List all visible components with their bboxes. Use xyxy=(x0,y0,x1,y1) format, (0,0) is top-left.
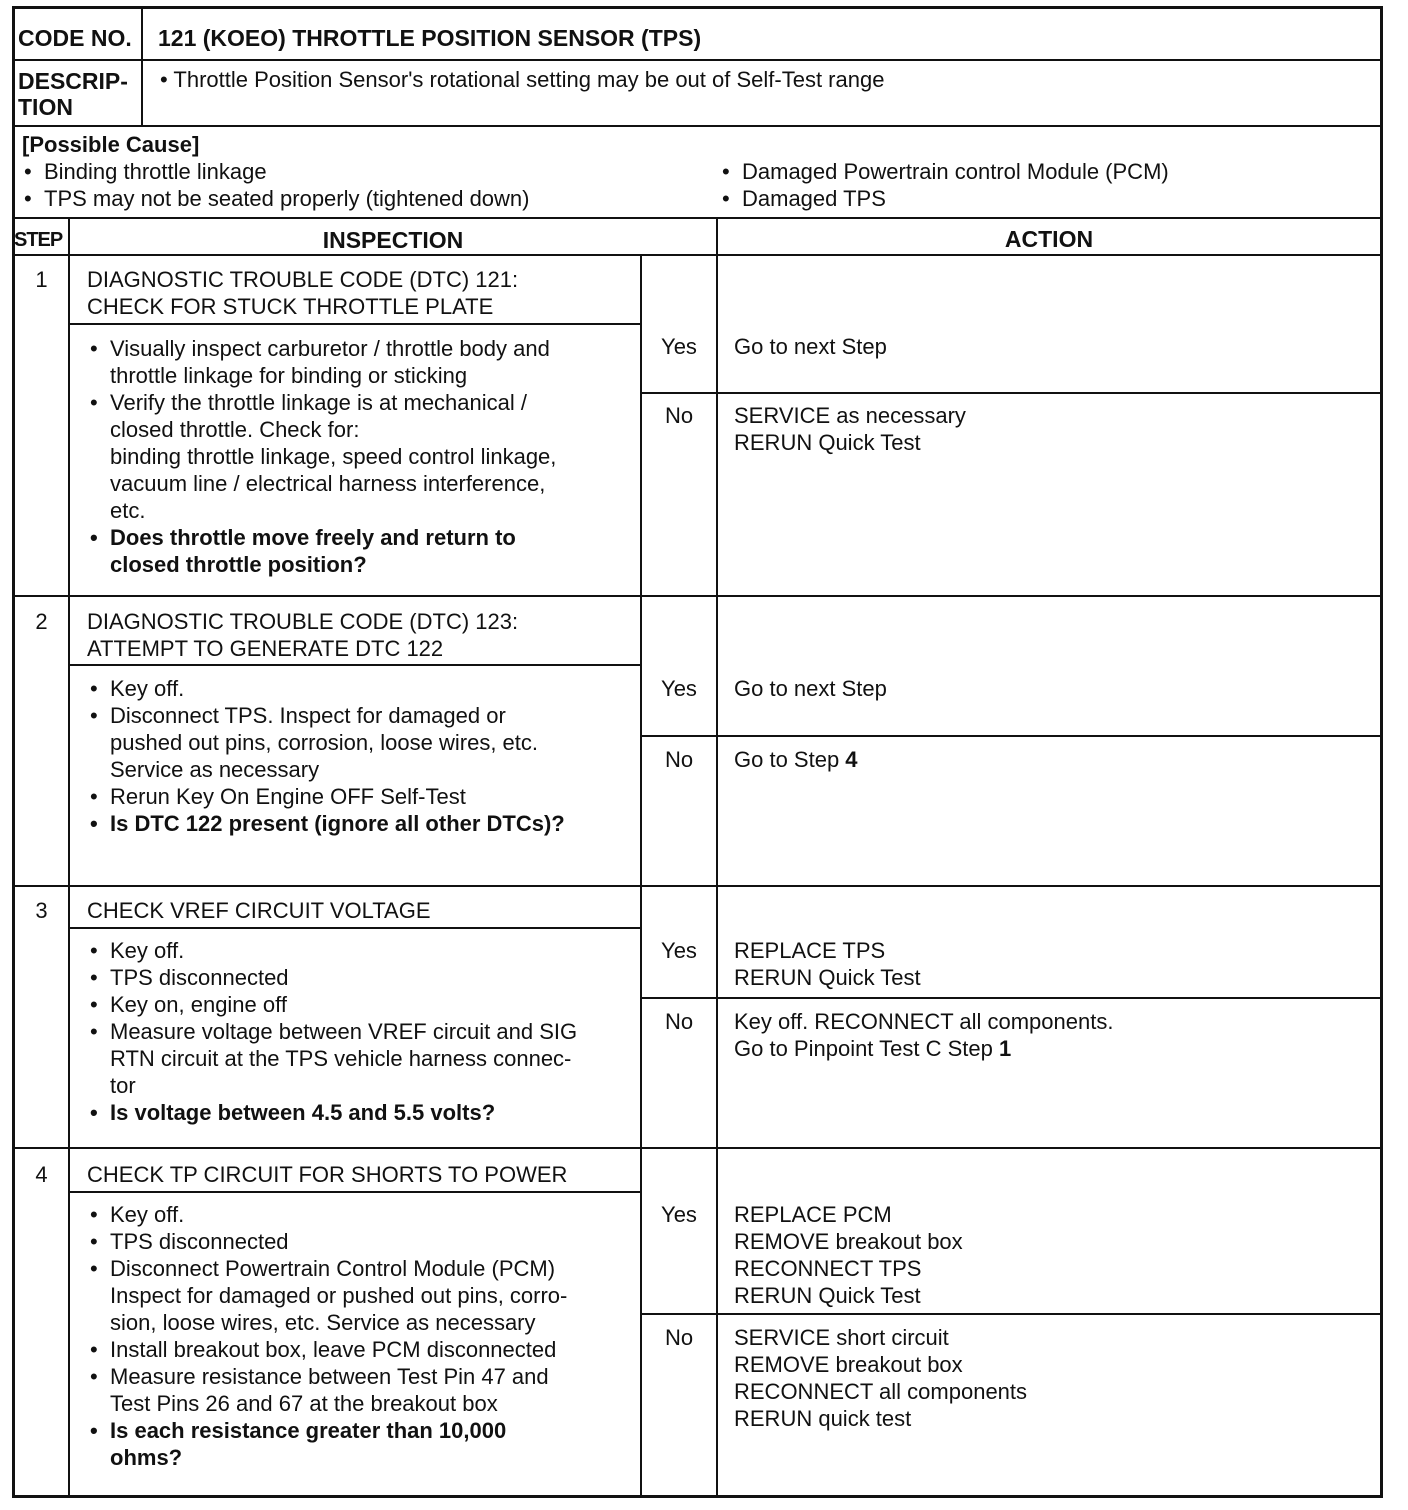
yes-label: Yes xyxy=(661,938,697,963)
yes-action xyxy=(734,675,887,702)
inspection-question: • Does throttle move freely and return to closed throttle position? xyxy=(88,524,556,578)
step-title xyxy=(87,897,431,924)
action-column-header: ACTION xyxy=(1004,226,1094,252)
step-title-line: CHECK TP CIRCUIT FOR SHORTS TO POWER xyxy=(87,1162,568,1187)
step-column-header: STEP xyxy=(14,229,63,251)
description-label xyxy=(18,68,128,120)
possible-cause-item: • Damaged Powertrain control Module (PCM) xyxy=(720,158,1169,185)
yes-label: Yes xyxy=(661,1202,697,1227)
no-action xyxy=(734,1324,1027,1432)
inspection-list xyxy=(88,675,565,837)
possible-cause-left-list xyxy=(22,158,530,212)
no-action xyxy=(734,1008,1113,1062)
inspection-question: • Is each resistance greater than 10,000 ohms? xyxy=(88,1417,567,1471)
inspection-list xyxy=(88,335,556,578)
action-line: Go to next Step xyxy=(734,676,887,701)
step-title-line: ATTEMPT TO GENERATE DTC 122 xyxy=(87,636,444,661)
step-title xyxy=(87,1161,567,1188)
inspection-list xyxy=(88,1201,567,1471)
inspection-item: • Rerun Key On Engine OFF Self-Test xyxy=(88,783,565,810)
no-label: No xyxy=(664,403,694,428)
inspection-item: • Disconnect Powertrain Control Module (PCM) Inspect for damaged or pushed out pins, corro- sion, loose wires, etc. Service as necessary xyxy=(88,1255,567,1336)
inspection-list xyxy=(88,937,577,1126)
yes-label: Yes xyxy=(661,334,697,359)
possible-cause-right-list xyxy=(720,158,1169,212)
yes-label: Yes xyxy=(661,676,697,701)
step-title xyxy=(87,608,518,662)
inspection-question: • Is voltage between 4.5 and 5.5 volts? xyxy=(88,1099,577,1126)
step-number: 3 xyxy=(35,898,48,923)
inspection-item: • Key off. xyxy=(88,675,565,702)
no-label: No xyxy=(664,1325,694,1350)
action-line: REPLACE TPS xyxy=(734,938,886,963)
action-line: Go to next Step xyxy=(734,334,887,359)
inspection-item: • TPS disconnected xyxy=(88,1228,567,1255)
no-action: Go to Step 4 xyxy=(734,747,858,772)
step-title-line: DIAGNOSTIC TROUBLE CODE (DTC) 123: xyxy=(87,609,519,634)
action-line: Go to Pinpoint Test C Step 1 xyxy=(734,1036,1012,1061)
possible-cause-item: • TPS may not be seated properly (tightened down) xyxy=(22,185,530,212)
inspection-item: • Disconnect TPS. Inspect for damaged or pushed out pins, corrosion, loose wires, etc. Service as necessary xyxy=(88,702,565,783)
possible-cause-item: • Binding throttle linkage xyxy=(22,158,530,185)
inspection-item: • TPS disconnected xyxy=(88,964,577,991)
action-line: REPLACE PCM xyxy=(734,1202,892,1227)
inspection-item: • Measure voltage between VREF circuit and SIG RTN circuit at the TPS vehicle harness connec- tor xyxy=(88,1018,577,1099)
action-line: REMOVE breakout box xyxy=(734,1229,963,1254)
step-title-line: CHECK VREF CIRCUIT VOLTAGE xyxy=(87,898,431,923)
code-number-label: CODE NO. xyxy=(18,25,132,51)
step-title-line: CHECK FOR STUCK THROTTLE PLATE xyxy=(87,294,494,319)
inspection-question: • Is DTC 122 present (ignore all other DTCs)? xyxy=(88,810,565,837)
action-line: SERVICE as necessary xyxy=(734,403,966,428)
yes-action xyxy=(734,333,887,360)
action-line: RERUN Quick Test xyxy=(734,1283,921,1308)
description-label-line-1: DESCRIP- xyxy=(18,68,128,94)
no-label: No xyxy=(664,1009,694,1034)
possible-cause-title: [Possible Cause] xyxy=(22,132,200,157)
action-line: RERUN Quick Test xyxy=(734,965,921,990)
inspection-column-header: INSPECTION xyxy=(322,227,464,253)
inspection-item: • Measure resistance between Test Pin 47 and Test Pins 26 and 67 at the breakout box xyxy=(88,1363,567,1417)
step-number: 2 xyxy=(35,609,48,634)
inspection-item: • Key off. xyxy=(88,937,577,964)
description-value: • Throttle Position Sensor's rotational setting may be out of Self-Test range xyxy=(160,67,885,92)
action-line: RECONNECT all components xyxy=(734,1379,1028,1404)
no-label: No xyxy=(664,747,694,772)
inspection-item: • Key on, engine off xyxy=(88,991,577,1018)
yes-action xyxy=(734,937,921,991)
yes-action xyxy=(734,1201,963,1309)
no-action xyxy=(734,402,966,456)
inspection-item: • Verify the throttle linkage is at mechanical / closed throttle. Check for: binding throttle linkage, speed control linkage, vacuum line / electrical harness interference, etc. xyxy=(88,389,556,524)
action-line: RECONNECT TPS xyxy=(734,1256,922,1281)
code-number-value: 121 (KOEO) THROTTLE POSITION SENSOR (TPS) xyxy=(158,25,702,51)
inspection-item: • Install breakout box, leave PCM disconnected xyxy=(88,1336,567,1363)
action-line: RERUN Quick Test xyxy=(734,430,921,455)
step-number: 1 xyxy=(35,267,48,292)
inspection-item: • Visually inspect carburetor / throttle body and throttle linkage for binding or sticking xyxy=(88,335,556,389)
action-line: REMOVE breakout box xyxy=(734,1352,963,1377)
action-line: Key off. RECONNECT all components. xyxy=(734,1009,1114,1034)
step-title xyxy=(87,266,518,320)
step-title-line: DIAGNOSTIC TROUBLE CODE (DTC) 121: xyxy=(87,267,519,292)
action-line: RERUN quick test xyxy=(734,1406,912,1431)
description-label-line-2: TION xyxy=(18,94,73,120)
action-line: SERVICE short circuit xyxy=(734,1325,949,1350)
inspection-item: • Key off. xyxy=(88,1201,567,1228)
step-number: 4 xyxy=(35,1162,48,1187)
possible-cause-item: • Damaged TPS xyxy=(720,185,1169,212)
